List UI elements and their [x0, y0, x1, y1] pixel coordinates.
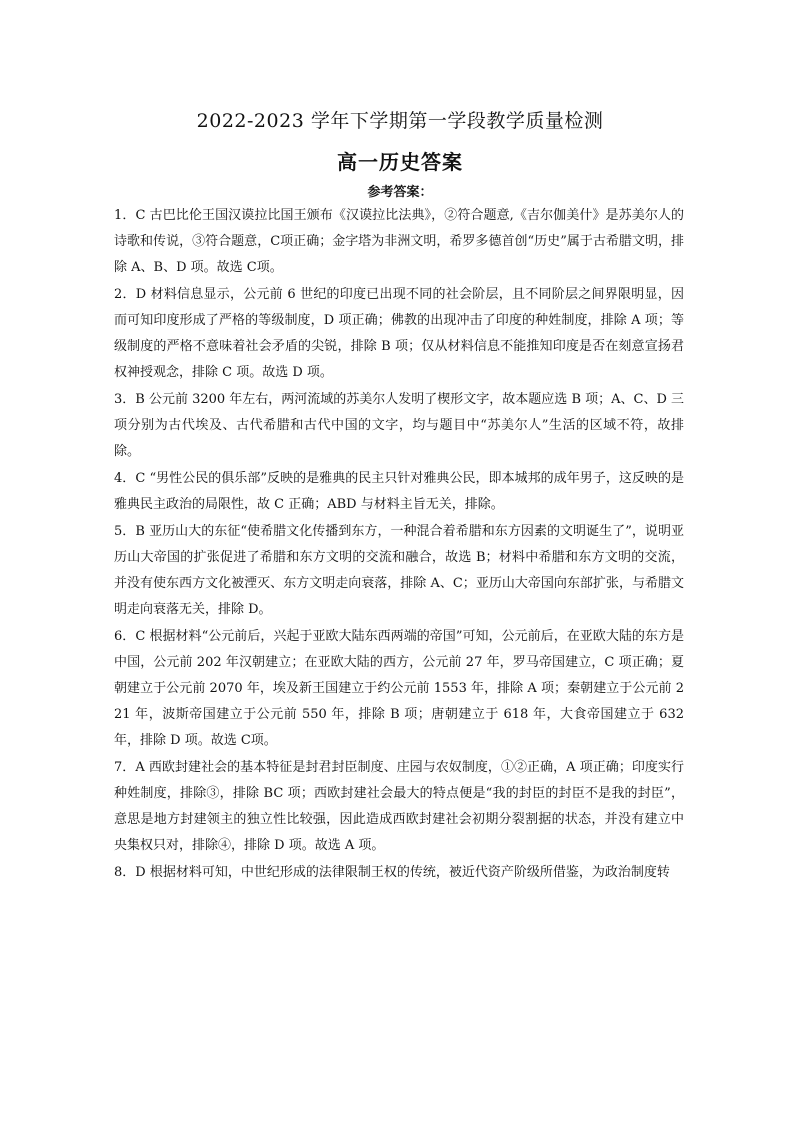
answer-item-2: 2．D 材料信息显示，公元前 6 世纪的印度已出现不同的社会阶层，且不同阶层之间界限明显，因而可知印度形成了严格的等级制度，D 项正确；佛教的出现冲击了印度的种姓制度，排除 A 项；等级制度的严格不意味着社会矛盾的尖锐，排除 B 项；仅从材料信息不能推知印度是否在刻意宣扬君权神授观念，排除 C 项。故选 D 项。	[114, 287, 684, 380]
answer-item-4: 4．C “男性公民的俱乐部”反映的是雅典的民主只针对雅典公民，即本城邦的成年男子，这反映的是雅典民主政治的局限性，故 C 正确；ABD 与材料主旨无关，排除。	[114, 471, 684, 512]
answer-item-7: 7．A 西欧封建社会的基本特征是封君封臣制度、庄园与农奴制度，①②正确，A 项正确；印度实行种姓制度，排除③，排除 BC 项；西欧封建社会最大的特点便是“我的封臣的封臣不是我的封臣”，意思是地方封建领主的独立性比较强，因此造成西欧封建社会初期分裂割据的状态，并没有建立中央集权只对，排除④，排除 D 项。故选 A 项。	[114, 760, 684, 853]
answer-item-8: 8．D 根据材料可知，中世纪形成的法律限制王权的传统，被近代资产阶级所借鉴，为政治制度转	[114, 865, 670, 880]
reference-answers-label: 参考答案：	[367, 185, 433, 200]
answer-list	[114, 203, 684, 887]
answer-item-5: 5．B 亚历山大的东征“使希腊文化传播到东方，一种混合着希腊和东方因素的文明诞生了”，说明亚历山大帝国的扩张促进了希腊和东方文明的交流和融合，故选 B；材料中希腊和东方文明的交流，并没有使东西方文化被湮灭、东方文明走向衰落，排除 A、C；亚历山大帝国向东部扩张，与希腊文明走向衰落无关，排除 D。	[114, 524, 684, 617]
answer-item-6: 6．C 根据材料“公元前后，兴起于亚欧大陆东西两端的帝国”可知，公元前后，在亚欧大陆的东方是中国，公元前 202 年汉朝建立；在亚欧大陆的西方，公元前 27 年，罗马帝国建立，C 项正确；夏朝建立于公元前 2070 年，埃及新王国建立于约公元前 1553 年，排除 A 项；秦朝建立于公元前 221 年，波斯帝国建立于公元前 550 年，排除 B 项；唐朝建立于 618 年，大食帝国建立于 632 年，排除 D 项。故选 C项。	[114, 629, 684, 748]
answer-item-1: 1．C 古巴比伦王国汉谟拉比国王颁布《汉谟拉比法典》，②符合题意,《吉尔伽美什》是苏美尔人的诗歌和传说，③符合题意，C项正确；金字塔为非洲文明，希罗多德首创“历史”属于古希腊文明，排除 A、B、D 项。故选 C项。	[114, 208, 684, 275]
answer-subtitle: 高一历史答案	[337, 150, 463, 174]
answer-item-3: 3．B 公元前 3200 年左右，两河流域的苏美尔人发明了楔形文字，故本题应选 B 项；A、C、D 三项分别为古代埃及、古代希腊和古代中国的文字，均与题目中“苏美尔人”生活的区域不符，故排除。	[114, 392, 685, 459]
exam-title: 2022-2023 学年下学期第一学段教学质量检测	[196, 110, 604, 132]
